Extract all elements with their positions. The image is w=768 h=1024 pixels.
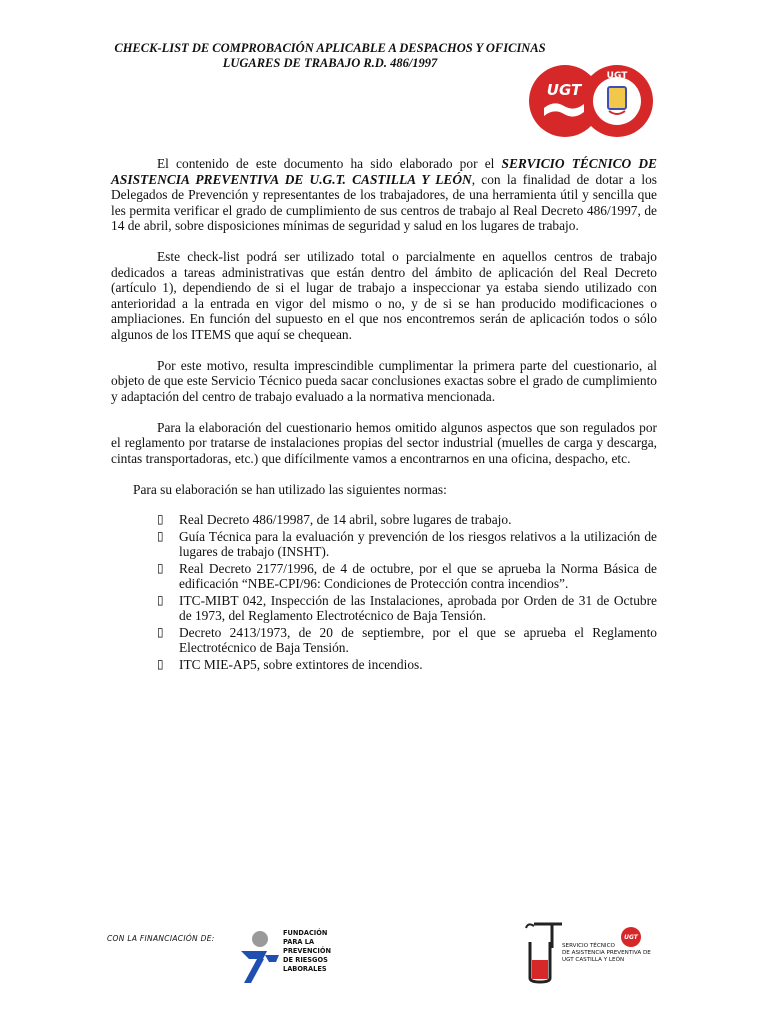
norms-intro: Para su elaboración se han utilizado las siguientes normas: <box>133 481 447 497</box>
service-ugt-label: UGT <box>624 934 638 941</box>
title-line-1: CHECK-LIST DE COMPROBACIÓN APLICABLE A DESPACHOS Y OFICINAS <box>114 41 546 55</box>
bullet-icon: ▯ <box>157 528 164 543</box>
fundacion-name: FUNDACIÓN PARA LA PREVENCIÓN DE RIESGOS LABORALES <box>283 929 331 973</box>
list-item: ▯ Real Decreto 2177/1996, de 4 de octubre, por el que se aprueba la Norma Básica de edificación “NBE-CPI/96: Condiciones de Protección contra incendios”. <box>157 560 657 591</box>
intro-text-end: , con la finalidad de dotar a los Delegados de Prevención y representantes de los trabajadores, de una herramienta útil y sencilla que les permita verificar el grado de cumplimiento de sus centros de trabajo al Real Decreto 486/1997, de 14 de abril, sobre disposiciones mínimas de seguridad y salud en los lugares de trabajo. <box>111 171 657 233</box>
document-title <box>110 41 550 71</box>
paragraph-intro <box>111 156 657 234</box>
bullet-icon: ▯ <box>157 592 164 607</box>
financing-label: CON LA FINANCIACIÓN DE: <box>107 934 215 943</box>
bullet-icon: ▯ <box>157 656 164 671</box>
sphere-icon <box>252 931 268 947</box>
document-body <box>111 156 657 673</box>
ugt-left-label: UGT <box>546 81 582 99</box>
service-name-highlight: SERVICIO TÉCNICO DE ASISTENCIA PREVENTIVA DE U.G.T. CASTILLA Y LEÓN <box>111 156 657 187</box>
paragraph-motive: Por este motivo, resulta imprescindible cumplimentar la primera parte del cuestionario, al objeto de que este Servicio Técnico pueda sacar conclusiones exactas sobre el grado de cumplimiento y adaptación del centro de trabajo evaluado a la normativa mencionada. <box>111 357 657 404</box>
paragraph-omitted: Para la elaboración del cuestionario hemos omitido algunos aspectos que son regulados por el reglamento por tratarse de instalaciones propias del sector industrial (muelles de carga y descarga, cintas transportadoras, etc.) que difícilmente vamos a encontrarnos en una oficina, despacho, etc. <box>111 419 657 466</box>
bullet-icon: ▯ <box>157 512 164 526</box>
list-item: ▯ Guía Técnica para la evaluación y prevención de los riesgos relativos a la utilización de lugares de trabajo (INSHT). <box>157 528 657 559</box>
fundacion-logo <box>237 929 282 985</box>
list-item: ▯ ITC MIE-AP5, sobre extintores de incendios. <box>157 656 423 672</box>
list-item: ▯ ITC-MIBT 042, Inspección de las Instalaciones, aprobada por Orden de 31 de Octubre de 1973, del Reglamento Electrotécnico de Baja Tensión. <box>157 592 657 623</box>
title-line-2: LUGARES DE TRABAJO R.D. 486/1997 <box>222 56 438 70</box>
list-item: ▯ Real Decreto 486/19987, de 14 abril, sobre lugares de trabajo. <box>157 512 512 527</box>
paragraph-usage: Este check-list podrá ser utilizado total o parcialmente en aquellos centros de trabajo dedicados a tareas administrativas que están dentro del ámbito de aplicación del Real Decreto (artículo 1), dependiendo de si el lugar de trabajo a inspeccionar ya estaba siendo utilizado con anterioridad a la entrada en vigor del mismo o no, y de si se han producido modificaciones o ampliaciones. En función del supuesto en el que nos encontremos serán de aplicación todos o sólo algunos de los ITEMS que aquí se chequean. <box>111 249 657 342</box>
ugt-right-label: UGT <box>606 71 628 81</box>
castle-shield-icon <box>608 87 626 109</box>
ugt-logo <box>528 63 654 139</box>
list-item: ▯ Decreto 2413/1973, de 20 de septiembre, por el que se aprueba el Reglamento Electrotécnico de Baja Tensión. <box>157 624 657 655</box>
bullet-icon: ▯ <box>157 624 164 639</box>
bullet-icon: ▯ <box>157 560 164 575</box>
intro-text-start: El contenido de este documento ha sido elaborado por el <box>157 156 502 171</box>
norms-list <box>111 512 657 672</box>
service-name: SERVICIO TÉCNICO DE ASISTENCIA PREVENTIVA DE UGT CASTILLA Y LEÓN <box>562 943 651 963</box>
